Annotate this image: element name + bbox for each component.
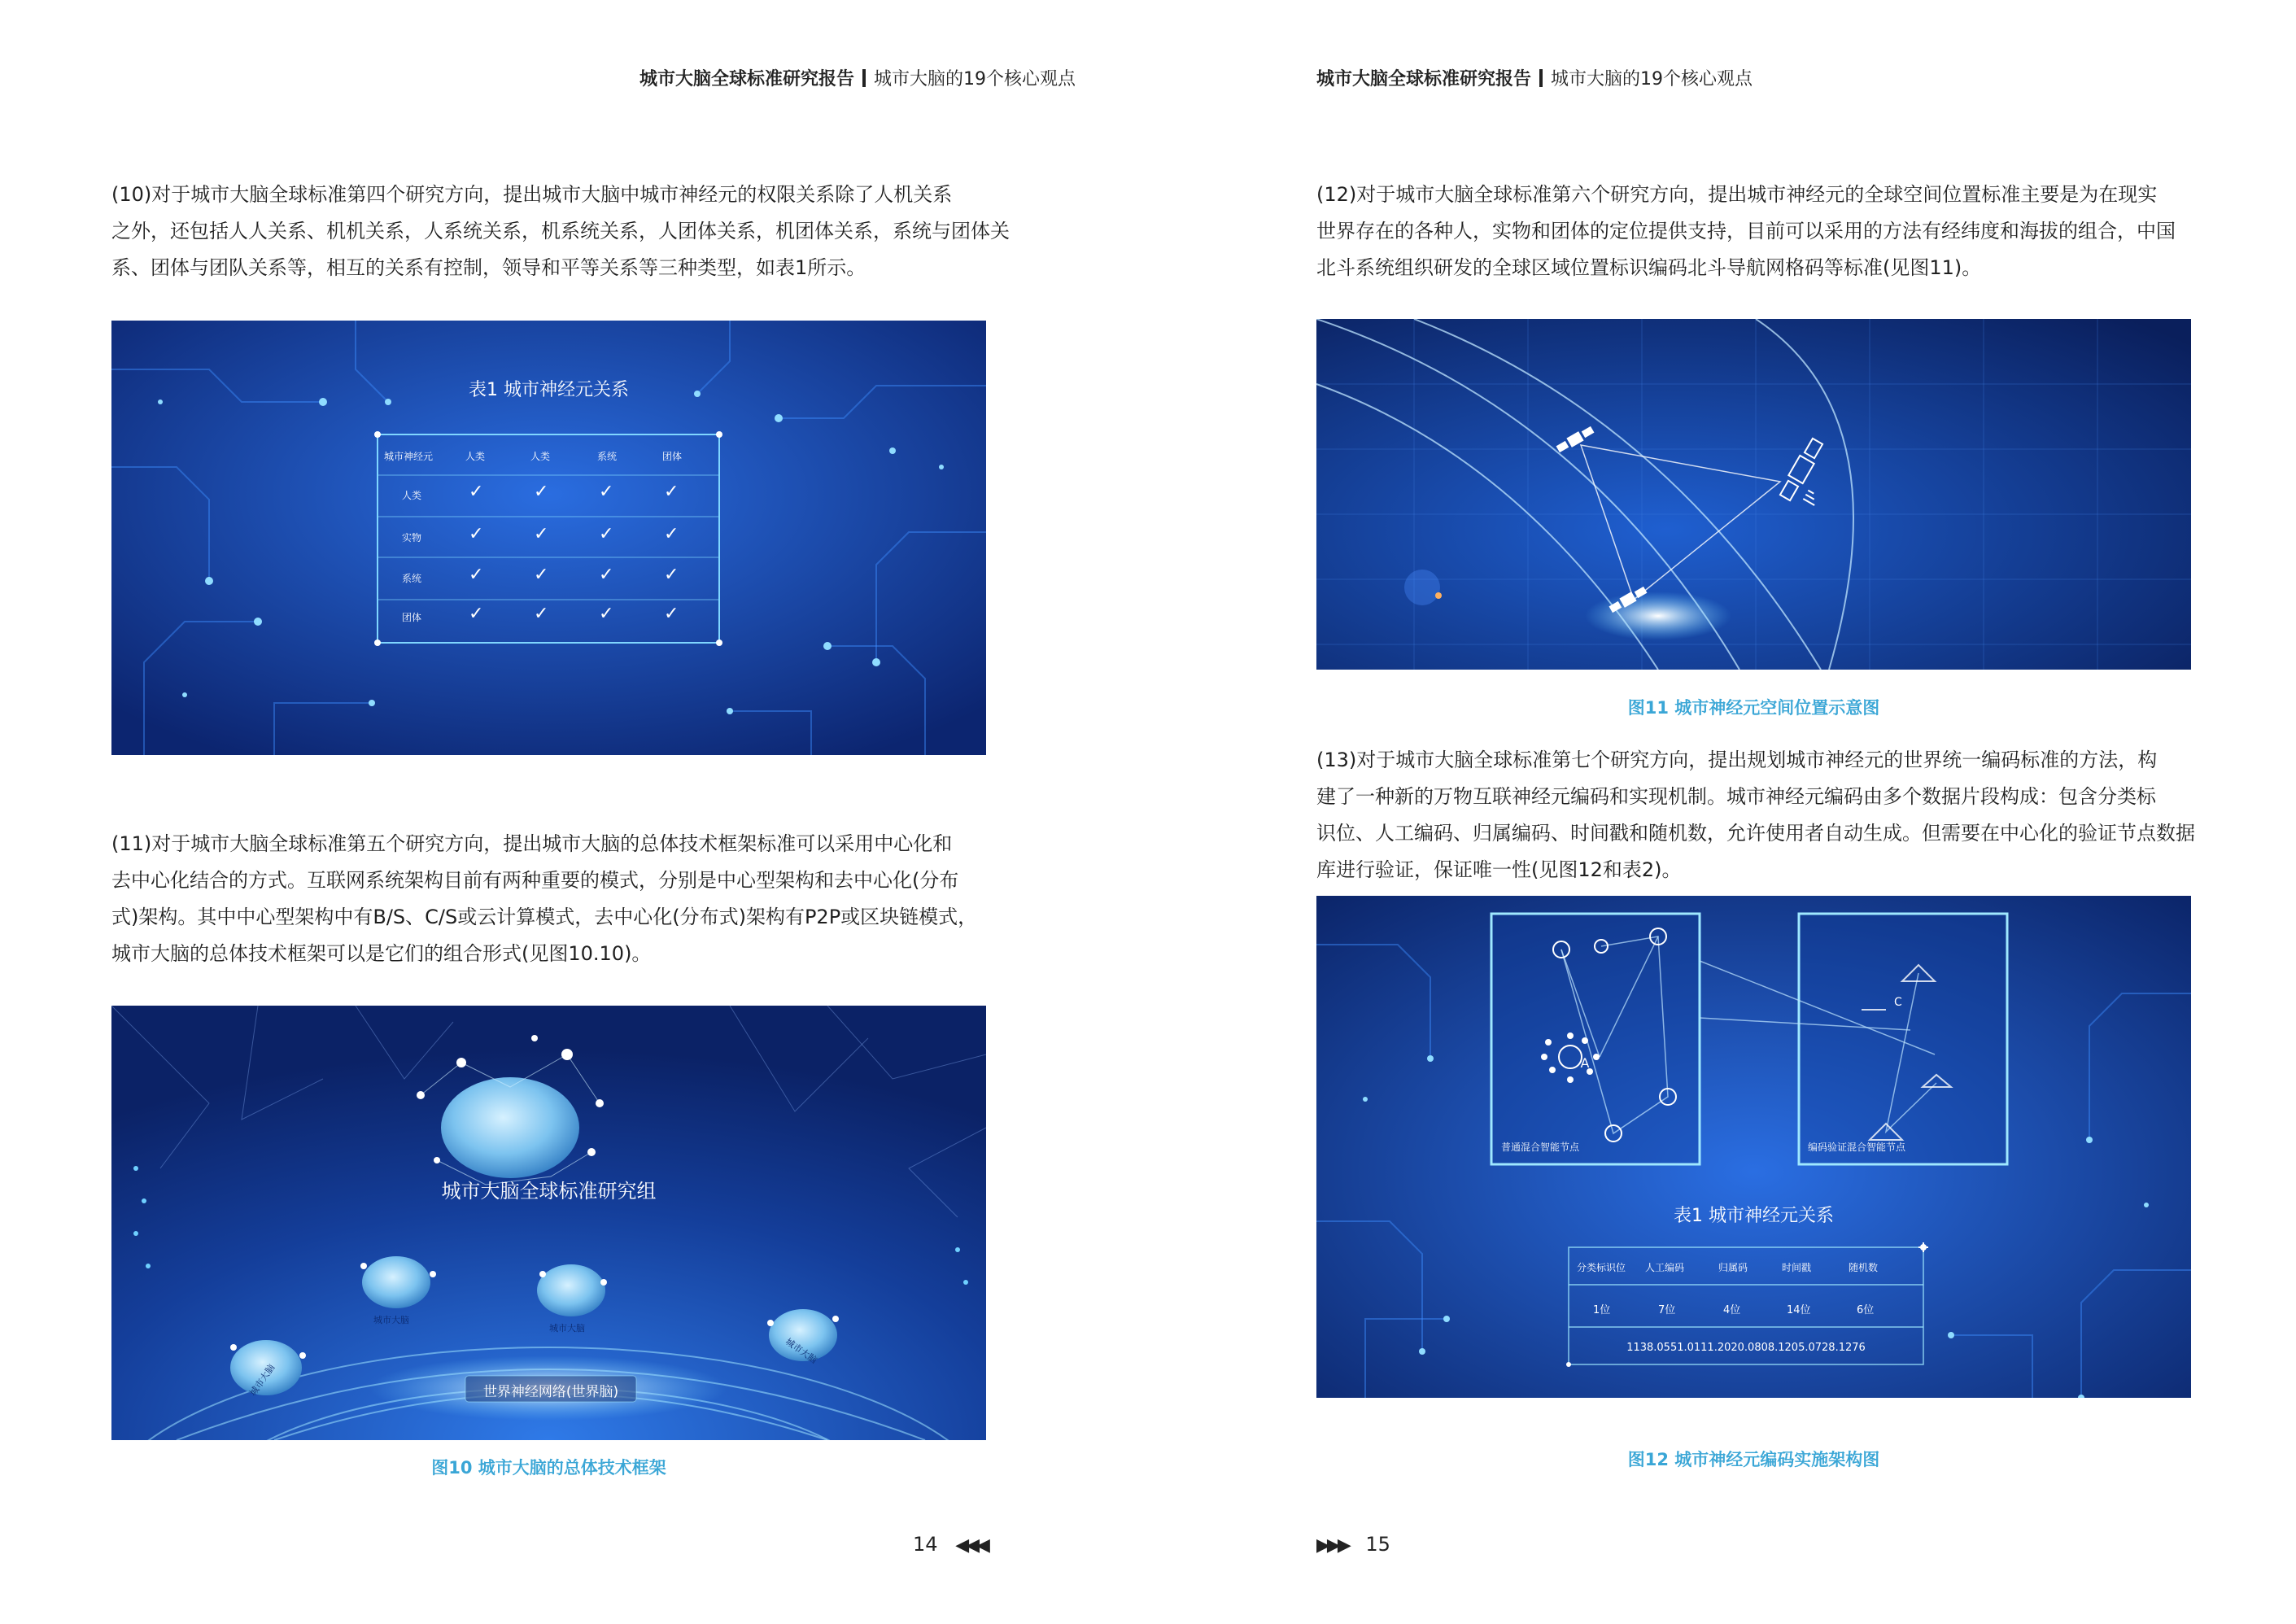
encoding-value-cell: 4位 <box>1723 1304 1741 1316</box>
paragraph-line: 世界存在的各种人，实物和团体的定位提供支持，目前可以采用的方法有经纬度和海拔的组合，中国 <box>1316 220 2176 242</box>
page-number-left <box>913 1533 987 1556</box>
paragraph-line: 式)架构。其中中心型架构中有B/S、C/S或云计算模式，去中心化(分布式)架构有P2P或区块链模式， <box>111 906 978 928</box>
paragraph-12 <box>1316 177 2191 286</box>
table1-title: 表1 城市神经元关系 <box>469 380 629 400</box>
check-icon: ✓ <box>664 524 679 544</box>
table-row <box>1569 1301 1923 1317</box>
check-icon: ✓ <box>469 482 484 502</box>
encoding-header-row <box>1569 1260 1923 1277</box>
encoding-header-cell: 分类标识位 <box>1577 1262 1626 1273</box>
encoding-value-cell: 7位 <box>1658 1304 1676 1316</box>
satellite-illustration <box>1316 319 2191 670</box>
page-number: 14 <box>913 1533 938 1556</box>
encoding-value-cell: 6位 <box>1857 1304 1875 1316</box>
brain-label: 城市大脑 <box>549 1323 585 1334</box>
page-number-right <box>1316 1533 1390 1556</box>
table2-title: 表1 城市神经元关系 <box>1674 1206 1834 1226</box>
header-separator <box>862 69 866 87</box>
check-icon: ✓ <box>534 482 549 502</box>
figure-11-caption: 图11 城市神经元空间位置示意图 <box>1627 698 1880 718</box>
paragraph-10 <box>111 177 1010 286</box>
check-icon: ✓ <box>469 524 484 544</box>
paragraph-line: (10)对于城市大脑全球标准第四个研究方向，提出城市大脑中城市神经元的权限关系除了人机关系 <box>111 183 953 206</box>
header-subtitle: 城市大脑的19个核心观点 <box>1551 69 1753 89</box>
ordinary-node-label: 普通混合智能节点 <box>1501 1142 1580 1153</box>
node-a-label: A <box>1580 1055 1590 1071</box>
check-icon: ✓ <box>469 565 484 585</box>
encoding-value-cell: 1位 <box>1593 1304 1611 1316</box>
table1-row-label: 人类 <box>402 490 422 501</box>
paragraph-line: 库进行验证，保证唯一性(见图12和表2)。 <box>1316 858 1682 881</box>
figure-11 <box>1316 319 2191 670</box>
check-icon: ✓ <box>599 524 614 544</box>
node-c-label: C <box>1894 996 1902 1009</box>
header-separator <box>1539 69 1543 87</box>
check-icon: ✓ <box>469 604 484 624</box>
encoding-header-cell: 人工编码 <box>1645 1262 1685 1273</box>
encoding-value-cell: 14位 <box>1787 1304 1811 1316</box>
header-subtitle: 城市大脑的19个核心观点 <box>874 69 1076 89</box>
brain-label: 城市大脑 <box>247 1362 277 1399</box>
paragraph-line: (13)对于城市大脑全球标准第七个研究方向，提出规划城市神经元的世界统一编码标准的方法，构 <box>1316 749 2158 771</box>
research-group-label: 城市大脑全球标准研究组 <box>441 1180 657 1203</box>
figure-10 <box>111 1006 986 1440</box>
paragraph-line: 建了一种新的万物互联神经元编码和实现机制。城市神经元编码由多个数据片段构成：包含分类标 <box>1316 785 2156 808</box>
arrows-left-icon: ◀◀◀ <box>955 1535 987 1556</box>
header-title: 城市大脑全球标准研究报告 <box>1316 69 1532 89</box>
brain-label: 城市大脑 <box>783 1336 819 1366</box>
table1-header-row <box>378 449 719 465</box>
paragraph-11 <box>111 826 986 972</box>
table1-header-cell: 团体 <box>662 451 683 462</box>
paragraph-line: 城市大脑的总体技术框架可以是它们的组合形式(见图10.10)。 <box>111 942 652 965</box>
table1-header-cell: 城市神经元 <box>384 451 434 462</box>
right-page <box>1148 0 2296 1624</box>
figure-12-caption: 图12 城市神经元编码实施架构图 <box>1627 1450 1880 1469</box>
paragraph-line: 之外，还包括人人关系、机机关系，人系统关系，机系统关系，人团体关系，机团体关系，系统与团体关 <box>111 220 1010 242</box>
encoding-header-cell: 随机数 <box>1849 1262 1879 1273</box>
paragraph-line: 系、团体与团队关系等，相互的关系有控制，领导和平等关系等三种类型，如表1所示。 <box>111 256 866 279</box>
world-network-label: 世界神经网络(世界脑) <box>482 1384 619 1400</box>
table1-figure <box>111 321 986 755</box>
table1-header-cell: 人类 <box>530 451 551 462</box>
header-title: 城市大脑全球标准研究报告 <box>639 69 855 89</box>
check-icon: ✓ <box>599 604 614 624</box>
table1-row-label: 实物 <box>402 532 422 544</box>
paragraph-line: 识位、人工编码、归属编码、时间戳和随机数，允许使用者自动生成。但需要在中心化的验证节点数据 <box>1316 822 2195 845</box>
encoding-architecture-illustration <box>1316 896 2191 1398</box>
page-number: 15 <box>1365 1533 1390 1556</box>
paragraph-line: (12)对于城市大脑全球标准第六个研究方向，提出城市神经元的全球空间位置标准主要是为在现实 <box>1316 183 2158 206</box>
table1-grid <box>378 434 719 643</box>
paragraph-line: 北斗系统组织研发的全球区域位置标识编码北斗导航网格码等标准(见图11)。 <box>1316 256 1982 279</box>
figure-10-caption: 图10 城市大脑的总体技术框架 <box>431 1458 666 1478</box>
encoding-header-cell: 归属码 <box>1718 1262 1748 1273</box>
encoding-header-cell: 时间戳 <box>1782 1262 1812 1273</box>
table1-row-label: 团体 <box>402 612 422 623</box>
encoding-example-code: 1138.0551.0111.2020.0808.1205.0728.1276 <box>1626 1342 1866 1354</box>
brain-network-illustration <box>111 1006 986 1440</box>
table1-header-cell: 人类 <box>465 451 486 462</box>
check-icon: ✓ <box>534 524 549 544</box>
arrows-right-icon: ▶▶▶ <box>1316 1535 1348 1556</box>
running-header <box>639 65 1076 90</box>
table1-row-label: 系统 <box>402 573 422 584</box>
verification-node-label: 编码验证混合智能节点 <box>1808 1142 1906 1153</box>
figure-12 <box>1316 896 2191 1398</box>
table1-header-cell: 系统 <box>597 451 618 462</box>
paragraph-13 <box>1316 742 2195 888</box>
check-icon: ✓ <box>664 604 679 624</box>
check-icon: ✓ <box>534 565 549 585</box>
check-icon: ✓ <box>599 482 614 502</box>
paragraph-line: 去中心化结合的方式。互联网系统架构目前有两种重要的模式，分别是中心型架构和去中心化(分布 <box>111 869 959 892</box>
running-header <box>1316 65 1753 90</box>
paragraph-line: (11)对于城市大脑全球标准第五个研究方向，提出城市大脑的总体技术框架标准可以采用中心化和 <box>111 832 953 855</box>
brain-label: 城市大脑 <box>373 1315 409 1325</box>
check-icon: ✓ <box>599 565 614 585</box>
check-icon: ✓ <box>664 565 679 585</box>
check-icon: ✓ <box>664 482 679 502</box>
check-icon: ✓ <box>534 604 549 624</box>
